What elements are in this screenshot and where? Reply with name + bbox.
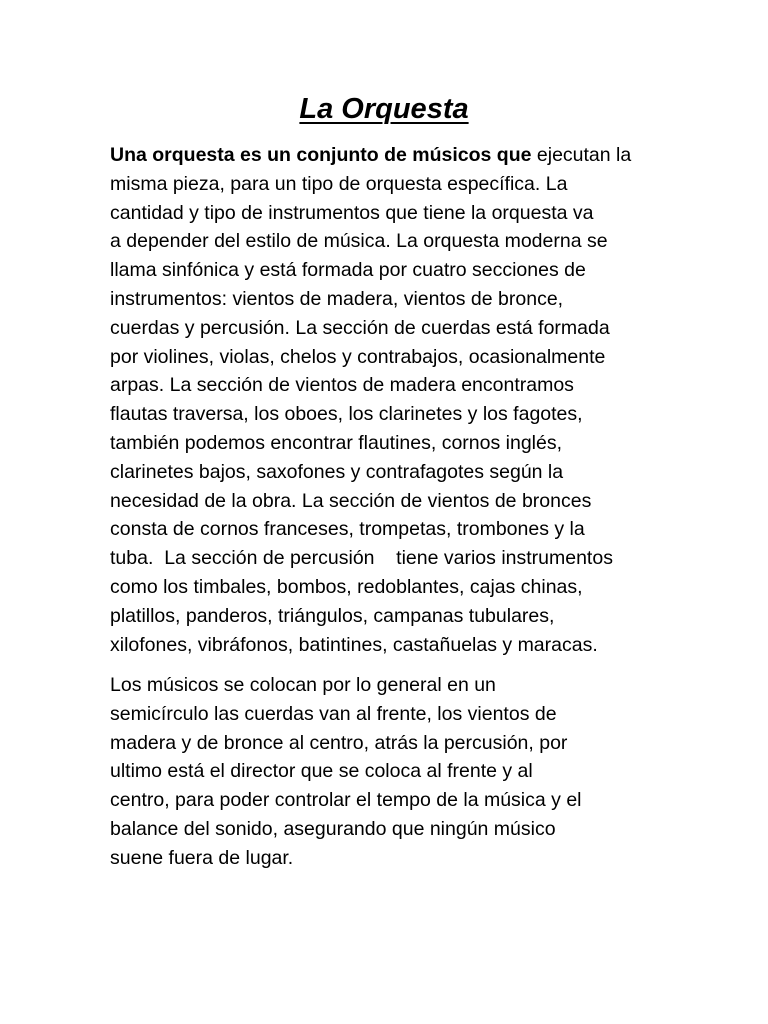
paragraph-2-line: Los músicos se colocan por lo general en un (110, 674, 496, 696)
paragraph-2 (110, 671, 670, 873)
paragraph-1-line: consta de cornos franceses, trompetas, trombones y la (110, 518, 585, 541)
paragraph-1-line: instrumentos: vientos de madera, vientos de bronce, (110, 287, 564, 310)
paragraph-2-line: centro, para poder controlar el tempo de la música y el (110, 789, 582, 812)
paragraph-1-line: clarinetes bajos, saxofones y contrafagotes según la (110, 460, 564, 483)
paragraph-1-line: cantidad y tipo de instrumentos que tiene la orquesta va (110, 201, 594, 224)
paragraph-2-line: semicírculo las cuerdas van al frente, los vientos de (110, 702, 557, 725)
paragraph-1 (110, 141, 670, 659)
paragraph-1-line: por violines, violas, chelos y contrabajos, ocasionalmente (110, 345, 606, 368)
paragraph-1-line: arpas. La sección de vientos de madera encontramos (110, 374, 574, 397)
paragraph-2-line: balance del sonido, asegurando que ningún músico (110, 817, 556, 840)
paragraph-1-line: a depender del estilo de música. La orquesta moderna se (110, 230, 608, 253)
paragraph-1-line: necesidad de la obra. La sección de vientos de bronces (110, 489, 592, 512)
paragraph-1-line: cuerdas y percusión. La sección de cuerdas está formada (110, 316, 610, 339)
paragraph-1-line: flautas traversa, los oboes, los clarinetes y los fagotes, (110, 403, 583, 426)
paragraph-1-line: también podemos encontrar flautines, cornos inglés, (110, 431, 563, 454)
lead-line-rest: ejecutan la (531, 144, 632, 166)
paragraph-1-line: misma pieza, para un tipo de orquesta específica. La (110, 172, 568, 195)
document-title: La Orquesta (299, 93, 469, 125)
paragraph-1-line: tuba. La sección de percusión tiene varios instrumentos (110, 547, 613, 570)
paragraph-1-line: xilofones, vibráfonos, batintines, castañuelas y maracas. (110, 633, 598, 656)
paragraph-2-line: madera y de bronce al centro, atrás la percusión, por (110, 731, 568, 754)
paragraph-1-line: como los timbales, bombos, redoblantes, cajas chinas, (110, 575, 583, 598)
paragraph-1-line: llama sinfónica y está formada por cuatro secciones de (110, 259, 586, 282)
paragraph-2-line: ultimo está el director que se coloca al frente y al (110, 760, 533, 783)
paragraph-1-line: platillos, panderos, triángulos, campanas tubulares, (110, 604, 555, 627)
paragraph-2-line: suene fuera de lugar. (110, 846, 294, 869)
lead-bold-text: Una orquesta es un conjunto de músicos que (110, 144, 532, 166)
paragraph-1-line (110, 141, 670, 170)
